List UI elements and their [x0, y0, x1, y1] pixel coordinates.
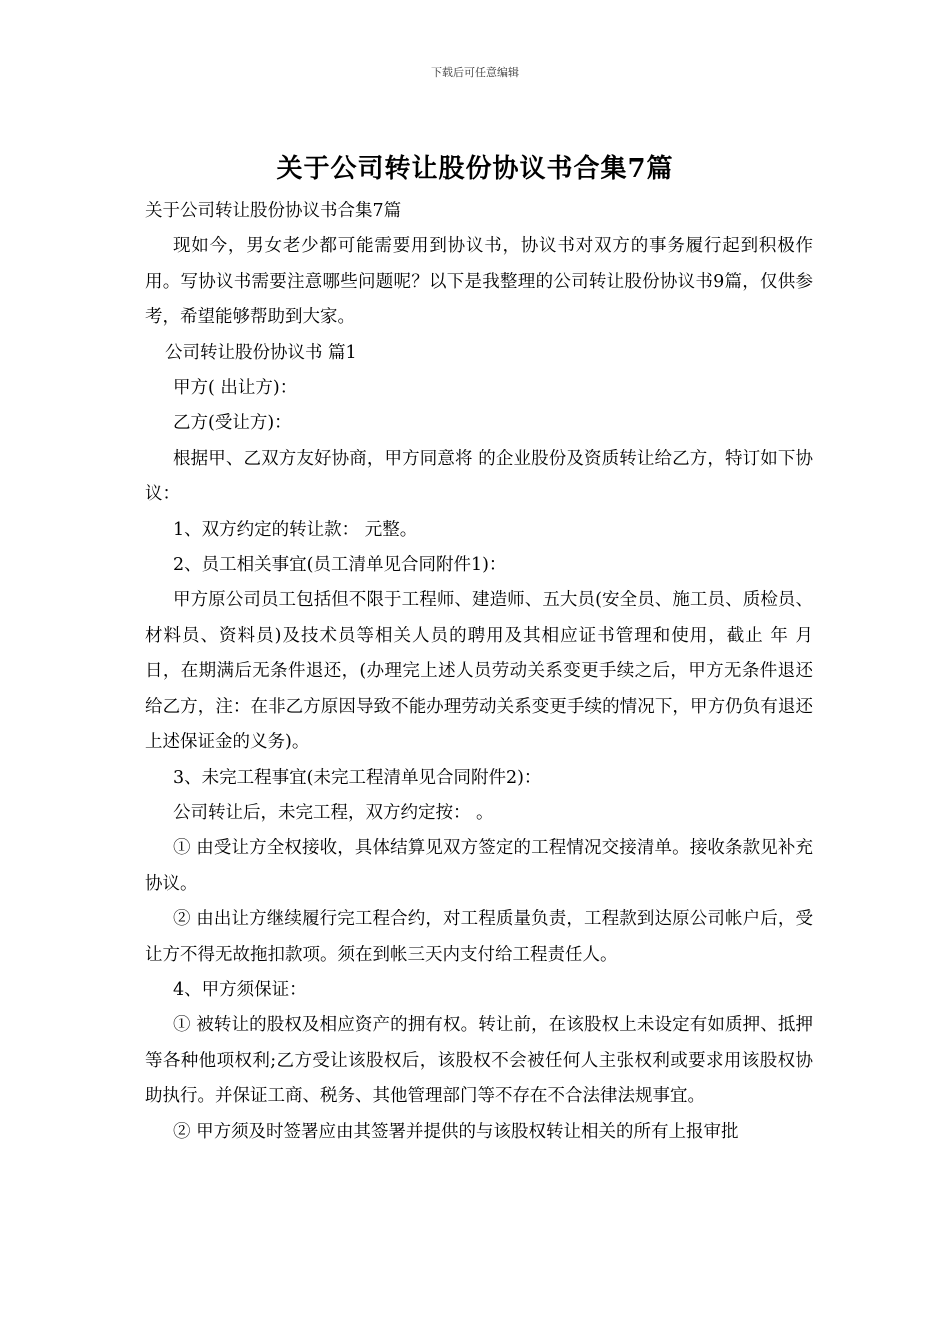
clause-4-item-2: ② 甲方须及时签署应由其签署并提供的与该股权转让相关的所有上报审批 [173, 1121, 739, 1142]
party-b-line: 乙方(受让方)： [173, 413, 292, 434]
document-body [145, 194, 813, 1150]
clause-1: 1、双方约定的转让款： 元整。 [173, 519, 418, 540]
document-title: 关于公司转让股份协议书合集7篇 [276, 154, 674, 184]
clause-3-option-2: ② 由出让方继续履行完工程合约，对工程质量负责，工程款到达原公司帐户后，受让方不得无故拖扣款项。须在到帐三天内支付给工程责任人。 [145, 909, 813, 965]
clause-3-intro: 公司转让后，未完工程，双方约定按： 。 [173, 802, 494, 823]
clause-3-heading: 3、未完工程事宜(未完工程清单见合同附件2)： [173, 767, 542, 788]
party-a-line: 甲方( 出让方)： [173, 378, 298, 399]
clause-3-option-1: ① 由受让方全权接收，具体结算见双方签定的工程情况交接清单。接收条款见补充协议。 [145, 838, 813, 894]
section-heading: 公司转让股份协议书 篇1 [165, 342, 357, 363]
page-header: 下载后可任意编辑 [431, 66, 519, 79]
clause-4-item-1: ① 被转让的股权及相应资产的拥有权。转让前，在该股权上未设定有如质押、抵押等各种他项权利;乙方受让该股权后，该股权不会被任何人主张权利或要求用该股权协助执行。并保证工商、税务、其他管理部门等不存在不合法律法规事宜。 [145, 1015, 813, 1107]
subtitle-line: 关于公司转让股份协议书合集7篇 [145, 201, 402, 221]
clause-2-body: 甲方原公司员工包括但不限于工程师、建造师、五大员(安全员、施工员、质检员、材料员、资料员)及技术员等相关人员的聘用及其相应证书管理和使用，截止 年 月 日，在期满后无条件退还，(办理完上述人员劳动关系变更手续之后，甲方无条件退还给乙方，注：在非乙方原因导致不能办理劳动关系变更手续的情况下，甲方仍负有退还上述保证金的义务)。 [145, 590, 813, 753]
clause-2-heading: 2、员工相关事宜(员工清单见合同附件1)： [173, 555, 507, 576]
intro-paragraph: 现如今，男女老少都可能需要用到协议书，协议书对双方的事务履行起到积极作用。写协议书需要注意哪些问题呢？以下是我整理的公司转让股份协议书9篇，仅供参考，希望能够帮助到大家。 [145, 236, 813, 328]
agreement-preamble: 根据甲、乙双方友好协商，甲方同意将 的企业股份及资质转让给乙方，特订如下协议： [145, 448, 813, 505]
clause-4-heading: 4、甲方须保证： [173, 979, 307, 1000]
